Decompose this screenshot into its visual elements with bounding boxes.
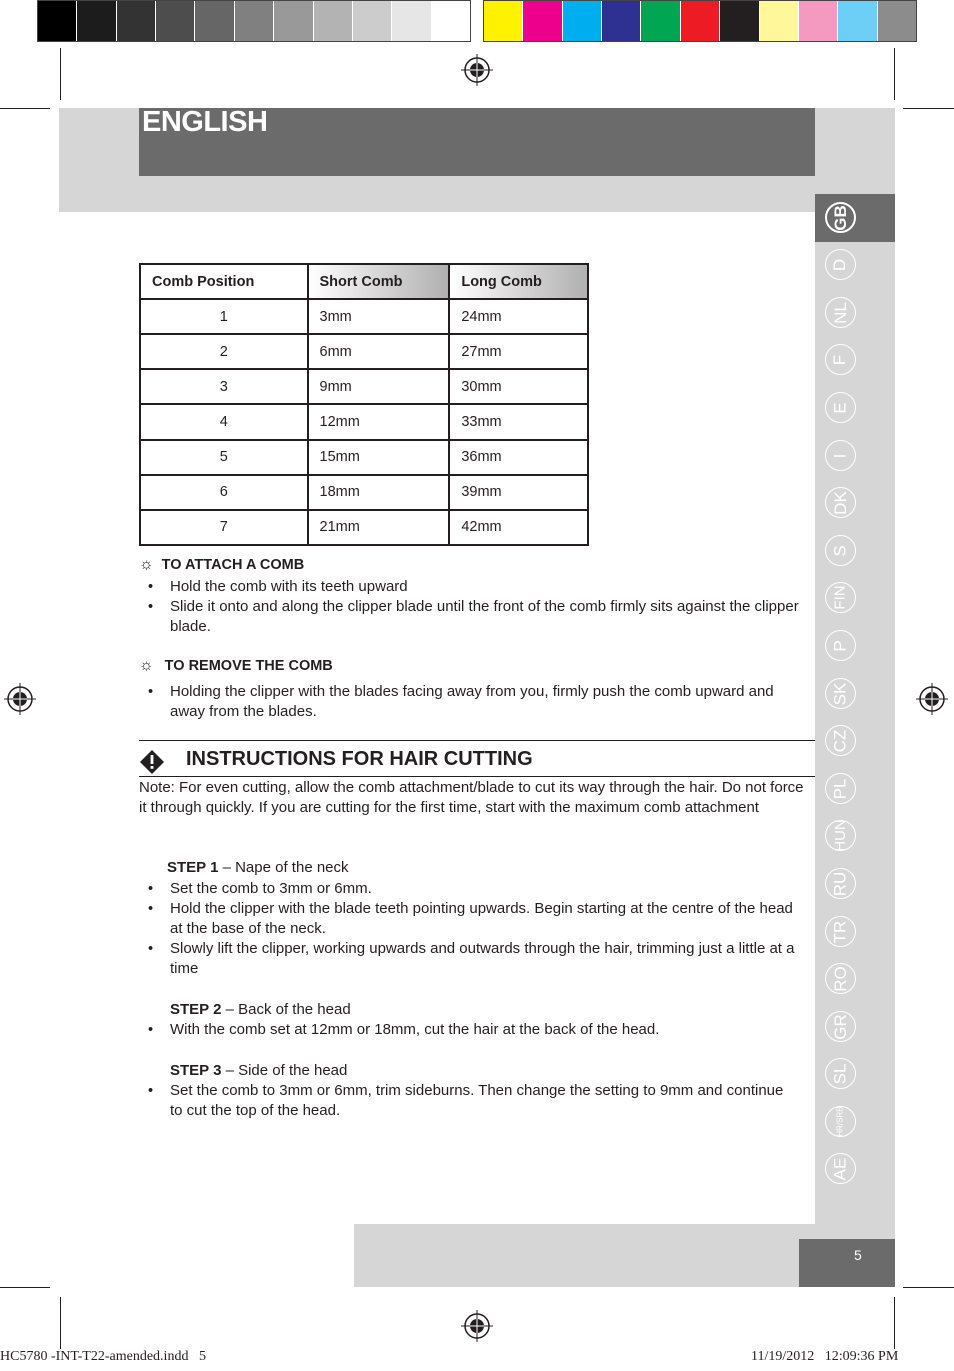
bullet: • [148,1083,154,1099]
grayscale-color-bar [37,0,471,42]
list-item: Hold the clipper with the blade teeth pointing upwards. Begin starting at the centre of the head at the base of the neck. [170,900,793,938]
table-cell: 2 [140,334,308,369]
table-cell: 12mm [308,404,450,439]
language-label: PL [830,778,850,799]
color-swatch [116,1,155,41]
language-label: CZ [830,729,850,752]
step-1-heading [167,858,349,878]
crop-mark [903,1287,954,1288]
language-tab-gr[interactable] [825,1011,856,1042]
color-swatch [234,1,273,41]
color-swatch [680,1,719,41]
instructions-title: INSTRUCTIONS FOR HAIR CUTTING [186,748,533,770]
column-header-long-comb: Long Comb [449,264,588,299]
process-color-bar [483,0,917,42]
language-tab-nl[interactable] [825,297,856,328]
list-item: Hold the comb with its teeth upward [170,578,408,595]
page-title: ENGLISH [142,106,268,138]
color-swatch [155,1,194,41]
language-label: HUN [832,819,849,852]
language-tab-fin[interactable] [825,582,856,613]
language-label: F [830,354,850,365]
table-cell: 42mm [449,510,588,545]
language-tab-e[interactable] [825,392,856,423]
language-tab-cz[interactable] [825,725,856,756]
language-label: SK [830,682,850,705]
color-swatch [391,1,430,41]
language-tab-sk[interactable] [825,678,856,709]
language-label: GR [830,1013,850,1040]
bullet: • [148,599,154,615]
color-swatch [352,1,391,41]
color-swatch [484,1,522,41]
crop-mark [60,48,61,100]
step-2-heading [170,1000,351,1020]
table-cell: 3mm [308,299,450,334]
language-label: DK [830,490,850,515]
language-tab-s[interactable] [825,535,856,566]
instructions-note: Note: For even cutting, allow the comb attachment/blade to cut its way through the hair. Do not force it through quickly. If you are cutting for the first time, start with the maximum comb attachment [139,779,804,817]
language-tab-ro[interactable] [825,963,856,994]
table-cell: 1 [140,299,308,334]
color-swatch [719,1,758,41]
language-tab-d[interactable] [825,249,856,280]
table-cell: 3 [140,369,308,404]
crop-mark [0,108,50,109]
column-header-comb-position: Comb Position [140,264,308,299]
table-cell: 5 [140,440,308,475]
language-label: FIN [831,585,849,610]
language-tab-sl[interactable] [825,1058,856,1089]
color-swatch [640,1,679,41]
language-tab-tr[interactable] [825,916,856,947]
file-slug: HC5780 -INT-T22-amended.indd 5 [0,1349,206,1364]
color-swatch [601,1,640,41]
sun-icon: ☼ [139,556,154,573]
language-label: AE [830,1157,850,1180]
language-label: E [830,401,850,414]
table-row [140,334,588,369]
table-cell: 7 [140,510,308,545]
table-header-row [140,264,588,299]
table-cell: 24mm [449,299,588,334]
crop-mark [894,1297,895,1349]
remove-comb-heading-text: TO REMOVE THE COMB [164,658,333,674]
bullet: • [148,901,154,917]
table-cell: 18mm [308,475,450,510]
step-2-desc: – Back of the head [221,1001,351,1018]
table-row [140,510,588,545]
table-row [140,404,588,439]
attach-comb-heading-text: TO ATTACH A COMB [161,557,305,573]
crop-mark [903,108,954,109]
language-label: RU [830,871,850,896]
bullet: • [148,1022,154,1038]
table-cell: 9mm [308,369,450,404]
bullet: • [148,684,154,700]
table-cell: 6mm [308,334,450,369]
language-tab-p[interactable] [825,630,856,661]
language-label: P [830,639,850,652]
attach-comb-heading [139,556,304,574]
table-row [140,475,588,510]
table-cell: 15mm [308,440,450,475]
color-swatch [313,1,352,41]
color-swatch [273,1,312,41]
list-item: With the comb set at 12mm or 18mm, cut the hair at the back of the head. [170,1021,660,1038]
language-tab-hr-srb[interactable] [825,1106,856,1137]
language-tab-i[interactable] [825,440,856,471]
table-cell: 33mm [449,404,588,439]
crop-mark [894,48,895,100]
language-label: SL [830,1063,850,1084]
list-item: Slowly lift the clipper, working upwards and outwards through the hair, trimming just a little at a time [170,940,795,978]
section-rule-bottom [139,776,815,777]
table-row [140,440,588,475]
timestamp-slug: 11/19/2012 12:09:36 PM [751,1349,899,1364]
step-3-desc: – Side of the head [221,1062,348,1079]
language-tab-pl[interactable] [825,773,856,804]
table-cell: 30mm [449,369,588,404]
language-label: TR [830,920,850,943]
registration-mark-icon [915,682,949,716]
language-tab-gb[interactable] [825,202,856,233]
bullet: • [148,881,154,897]
color-swatch [38,1,76,41]
language-label: NL [830,301,850,324]
list-item: Holding the clipper with the blades facing away from you, firmly push the comb upward and away from the blades. [170,683,774,721]
color-swatch [759,1,798,41]
comb-position-table [139,263,589,546]
table-cell: 36mm [449,440,588,475]
language-tab-dk[interactable] [825,487,856,518]
registration-mark-icon [460,1309,494,1343]
language-label: D [830,258,850,271]
list-item: Slide it onto and along the clipper blade until the front of the comb firmly sits against the clipper blade. [170,598,799,636]
table-row [140,299,588,334]
language-label: I [830,453,850,458]
color-swatch [562,1,601,41]
language-label: GB [830,204,850,231]
language-tab-ru[interactable] [825,868,856,899]
page-number: 5 [854,1247,862,1263]
language-tab-hun[interactable] [825,820,856,851]
table-cell: 6 [140,475,308,510]
registration-mark-icon [3,682,37,716]
crop-mark [60,1297,61,1349]
registration-mark-icon [460,53,494,87]
warning-icon [140,750,164,774]
language-tab-ae[interactable] [825,1153,856,1184]
bullet: • [148,941,154,957]
bullet: • [148,579,154,595]
remove-comb-heading [139,657,333,675]
list-item: Set the comb to 3mm or 6mm. [170,880,372,897]
column-header-short-comb: Short Comb [308,264,450,299]
step-3-heading [170,1061,347,1081]
color-swatch [837,1,876,41]
color-swatch [522,1,561,41]
step-3-label: STEP 3 [170,1062,222,1079]
table-cell: 27mm [449,334,588,369]
step-2-label: STEP 2 [170,1001,222,1018]
table-cell: 39mm [449,475,588,510]
language-label: HR/SRB [836,1106,846,1137]
table-row [140,369,588,404]
color-swatch [798,1,837,41]
table-cell: 21mm [308,510,450,545]
color-swatch [431,1,470,41]
language-tab-f[interactable] [825,344,856,375]
language-label: RO [830,965,850,992]
crop-mark [0,1287,50,1288]
color-swatch [76,1,115,41]
sun-icon: ☼ [139,657,154,674]
section-rule-top [139,740,815,741]
color-swatch [194,1,233,41]
list-item: Set the comb to 3mm or 6mm, trim sideburns. Then change the setting to 9mm and continue to cut the top of the head. [170,1082,784,1120]
page-number-box [799,1239,895,1287]
color-swatch [877,1,916,41]
table-cell: 4 [140,404,308,439]
step-1-label: STEP 1 [167,859,219,876]
step-1-desc: – Nape of the neck [218,859,349,876]
language-label: S [830,544,850,557]
